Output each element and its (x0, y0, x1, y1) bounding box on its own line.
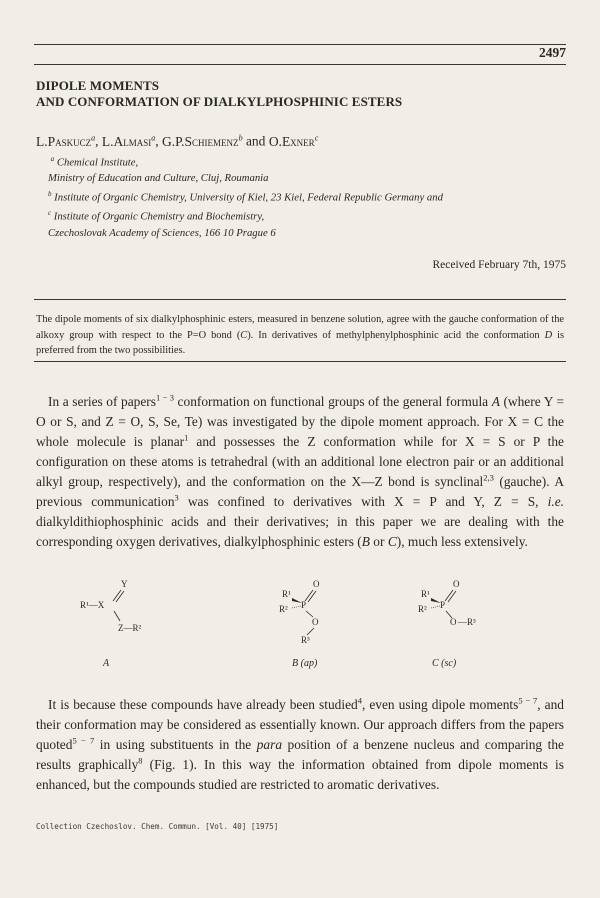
atom-label: O (453, 579, 460, 589)
structure-caption: A (103, 658, 110, 669)
title-line: AND CONFORMATION OF DIALKYLPHOSPHINIC ESTERS (36, 94, 403, 109)
author-list: L.Paskucz$^a$, L.Almasi$^a$, G.P.Schiemenz$^b$ and O.Exner$^c$ (36, 133, 319, 149)
formula-drawings (36, 575, 564, 675)
atom-label: R¹ (421, 589, 430, 599)
article-title (36, 78, 402, 110)
top-rule (34, 44, 566, 45)
structure-b (279, 579, 320, 669)
author: G.P.Schiemenz$^b$ (162, 133, 243, 149)
author: L.Paskucz$^a$ (36, 133, 96, 149)
structure-a (80, 579, 142, 669)
affiliation-line: $^a$ Chemical Institute, (50, 155, 139, 169)
atom-label: R³ (301, 635, 310, 645)
affiliation-line: Ministry of Education and Culture, Cluj, Roumania (48, 172, 269, 185)
atom-label: R² (279, 604, 288, 614)
structure-c (418, 579, 476, 669)
body-paragraph-2: It is because these compounds have already been studied$^4$, even using dipole moments$^{5 - 7}$, and their conformation may be considered as essentially known. Our approach differs from the papers quoted$^{5 - 7}$ in using substituents in the para position of a benzene nucleus and comparing the results graphically$^8$ (Fig. 1). In this way the information obtained from dipole moments is enhanced, but the compounds studied are restricted to aromatic derivatives. (36, 695, 564, 792)
atom-label: O (313, 579, 320, 589)
affiliations (48, 152, 443, 241)
affiliation-line: $^c$ Institute of Organic Chemistry and Biochemistry, (48, 209, 265, 223)
author: L.Almasi$^a$ (101, 133, 156, 149)
affiliation-line: $^b$ Institute of Organic Chemistry, University of Kiel, 23 Kiel, Federal Republic Germany and (48, 189, 443, 204)
affiliation-line: Czechoslovak Academy of Sciences, 166 10 Prague 6 (48, 226, 276, 239)
abstract-top-rule (34, 299, 566, 300)
atom-label: P (440, 600, 446, 610)
structure-caption: B (ap) (292, 658, 318, 669)
page-number: 2497 (539, 45, 566, 60)
atom-label: R¹—X (80, 600, 105, 610)
structural-formulas (36, 575, 564, 675)
title-line: DIPOLE MOMENTS (36, 78, 160, 93)
atom-label: —R³ (458, 617, 476, 627)
atom-label: R¹ (282, 589, 291, 599)
atom-label: Z—R² (118, 623, 142, 633)
received-date: Received February 7th, 1975 (432, 259, 566, 271)
author: O.Exner$^c$ (268, 133, 319, 149)
atom-label: O (450, 617, 457, 627)
abstract-bottom-rule (34, 361, 566, 362)
journal-footer: Collection Czechoslov. Chem. Commun. [Vol. 40] [1975] (36, 822, 279, 831)
header-rule (34, 64, 566, 65)
atom-label: O (312, 617, 319, 627)
atom-label: P (301, 600, 307, 610)
atom-label: R² (418, 604, 427, 614)
structure-caption: C (sc) (432, 658, 457, 669)
body-paragraph-1: In a series of papers$^{1 - 3}$ conformation on functional groups of the general formula A (where Y = O or S, and Z = O, S, Se, Te) was investigated by the dipole moment approach. For X = C the whole molecule is planar$^1$ and possesses the Z conformation while for X = S or P the configuration on these atoms is tetrahedral (with an additional lone electron pair or an additional alkyl group, respectively), and the conformation on the X—Z bond is synclinal$^{2,3}$ (gauche). A previous communication$^3$ was confined to derivatives with X = P and Y, Z = S, i.e. dialkyldithiophosphinic acids and their derivatives; in this paper we are dealing with the corresponding oxygen derivatives, dialkylphosphinic esters (B or C), much less extensively. (36, 392, 565, 549)
abstract: The dipole moments of six dialkylphosphinic esters, measured in benzene solution, agree with the gauche conformation of the alkoxy group with respect to the P=O bond (C). In derivatives of methylphenylphosphinic acid the conformation D is preferred from the two possibilities. (36, 314, 565, 357)
atom-label: Y (121, 579, 128, 589)
